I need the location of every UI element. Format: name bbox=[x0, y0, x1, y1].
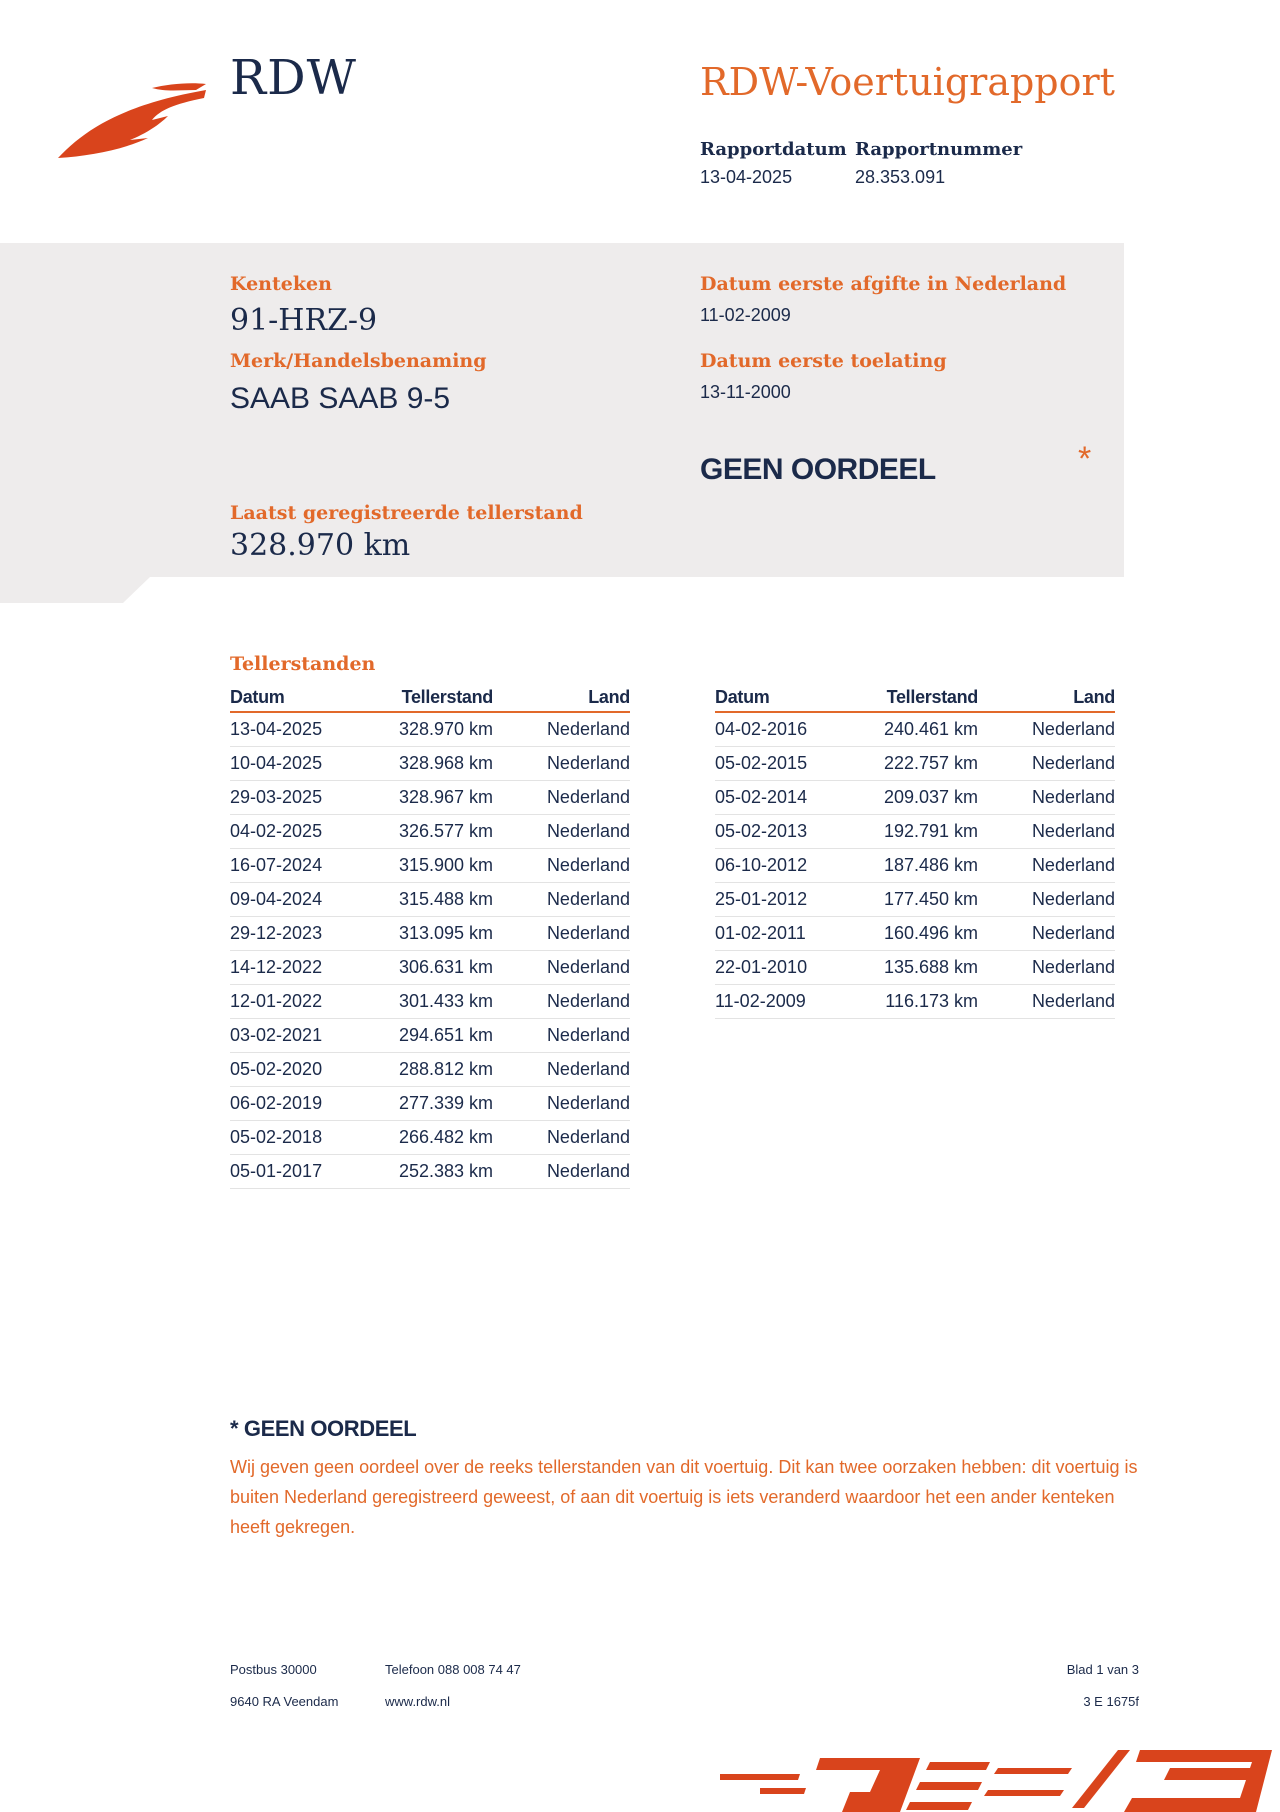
plate-label: Kenteken bbox=[230, 273, 332, 295]
reading-km: 328.968 km bbox=[360, 746, 493, 780]
table-row bbox=[715, 950, 1115, 984]
table-row bbox=[230, 712, 630, 746]
verdict: GEEN OORDEEL bbox=[700, 453, 936, 486]
table-row bbox=[715, 814, 1115, 848]
table-row bbox=[230, 950, 630, 984]
reading-date: 06-10-2012 bbox=[715, 848, 845, 882]
reading-country: Nederland bbox=[978, 746, 1115, 780]
reading-date: 11-02-2009 bbox=[715, 984, 845, 1018]
reading-km: 187.486 km bbox=[845, 848, 978, 882]
reading-date: 05-02-2020 bbox=[230, 1052, 360, 1086]
reading-date: 25-01-2012 bbox=[715, 882, 845, 916]
table-row bbox=[715, 916, 1115, 950]
reading-km: 288.812 km bbox=[360, 1052, 493, 1086]
col-header-date: Datum bbox=[230, 686, 360, 712]
reading-country: Nederland bbox=[493, 916, 630, 950]
reading-km: 328.967 km bbox=[360, 780, 493, 814]
table-row bbox=[715, 746, 1115, 780]
reading-date: 22-01-2010 bbox=[715, 950, 845, 984]
reading-km: 277.339 km bbox=[360, 1086, 493, 1120]
readings-table-left bbox=[230, 686, 630, 1189]
col-header-country: Land bbox=[493, 686, 630, 712]
col-header-country: Land bbox=[978, 686, 1115, 712]
reading-km: 160.496 km bbox=[845, 916, 978, 950]
reading-country: Nederland bbox=[493, 746, 630, 780]
footer-page: Blad 1 van 3 bbox=[1066, 1662, 1139, 1677]
table-row bbox=[230, 1052, 630, 1086]
reading-km: 315.900 km bbox=[360, 848, 493, 882]
reading-date: 01-02-2011 bbox=[715, 916, 845, 950]
reading-km: 328.970 km bbox=[360, 712, 493, 746]
verdict-marker: * bbox=[1078, 440, 1092, 478]
note-text: Wij geven geen oordeel over de reeks tellerstanden van dit voertuig. Dit kan twee oorzaken hebben: dit voertuig is buiten Nederland geregistreerd geweest, of aan dit voertuig is iets veranderd waardoor het een ander kenteken heeft gekregen. bbox=[230, 1457, 1138, 1537]
first-admission-value: 13-11-2000 bbox=[700, 382, 791, 402]
reading-country: Nederland bbox=[493, 1018, 630, 1052]
reading-km: 240.461 km bbox=[845, 712, 978, 746]
reading-date: 29-03-2025 bbox=[230, 780, 360, 814]
reading-km: 222.757 km bbox=[845, 746, 978, 780]
table-row bbox=[230, 1018, 630, 1052]
col-header-date: Datum bbox=[715, 686, 845, 712]
reading-km: 192.791 km bbox=[845, 814, 978, 848]
table-row bbox=[715, 882, 1115, 916]
table-row bbox=[230, 1086, 630, 1120]
reading-km: 301.433 km bbox=[360, 984, 493, 1018]
note-title: * GEEN OORDEEL bbox=[230, 1416, 417, 1441]
footer-address-line1: Postbus 30000 bbox=[230, 1662, 317, 1677]
table-row bbox=[230, 848, 630, 882]
reading-country: Nederland bbox=[493, 712, 630, 746]
reading-date: 10-04-2025 bbox=[230, 746, 360, 780]
rdw-logo-icon bbox=[56, 80, 216, 160]
reading-date: 16-07-2024 bbox=[230, 848, 360, 882]
last-reading-value: 328.970 km bbox=[230, 528, 411, 563]
brand-name: RDW bbox=[230, 50, 357, 106]
reading-date: 14-12-2022 bbox=[230, 950, 360, 984]
reading-km: 116.173 km bbox=[845, 984, 978, 1018]
reading-country: Nederland bbox=[978, 950, 1115, 984]
decorative-stripes-icon bbox=[720, 1740, 1280, 1812]
reading-country: Nederland bbox=[978, 916, 1115, 950]
table-row bbox=[230, 1154, 630, 1188]
reading-country: Nederland bbox=[978, 984, 1115, 1018]
reading-km: 209.037 km bbox=[845, 780, 978, 814]
reading-date: 12-01-2022 bbox=[230, 984, 360, 1018]
reading-km: 135.688 km bbox=[845, 950, 978, 984]
reading-country: Nederland bbox=[978, 814, 1115, 848]
table-row bbox=[230, 1120, 630, 1154]
report-number: 28.353.091 bbox=[855, 167, 946, 187]
last-reading-label: Laatst geregistreerde tellerstand bbox=[230, 502, 583, 524]
reading-country: Nederland bbox=[493, 1154, 630, 1188]
reading-country: Nederland bbox=[493, 1120, 630, 1154]
reading-date: 05-02-2015 bbox=[715, 746, 845, 780]
first-nl-label: Datum eerste afgifte in Nederland bbox=[700, 273, 1067, 295]
table-row bbox=[715, 984, 1115, 1018]
reading-date: 04-02-2016 bbox=[715, 712, 845, 746]
report-title: RDW-Voertuigrapport bbox=[700, 60, 1115, 104]
table-row bbox=[230, 746, 630, 780]
reading-date: 03-02-2021 bbox=[230, 1018, 360, 1052]
table-row bbox=[230, 984, 630, 1018]
reading-date: 05-02-2013 bbox=[715, 814, 845, 848]
reading-country: Nederland bbox=[493, 814, 630, 848]
footer-address-line2: 9640 RA Veendam bbox=[230, 1694, 339, 1709]
table-row bbox=[715, 780, 1115, 814]
reading-date: 13-04-2025 bbox=[230, 712, 360, 746]
table-row bbox=[715, 848, 1115, 882]
footer-phone: Telefoon 088 008 74 47 bbox=[385, 1662, 521, 1677]
reading-country: Nederland bbox=[493, 984, 630, 1018]
table-row bbox=[230, 814, 630, 848]
reading-km: 313.095 km bbox=[360, 916, 493, 950]
reading-country: Nederland bbox=[978, 712, 1115, 746]
panel-tail bbox=[0, 577, 150, 603]
footer-website[interactable]: www.rdw.nl bbox=[385, 1694, 451, 1709]
plate-value: 91-HRZ-9 bbox=[230, 303, 378, 338]
table-row bbox=[230, 916, 630, 950]
table-row bbox=[230, 780, 630, 814]
readings-title: Tellerstanden bbox=[230, 653, 376, 675]
report-number-label: Rapportnummer bbox=[855, 139, 1023, 160]
reading-date: 06-02-2019 bbox=[230, 1086, 360, 1120]
reading-country: Nederland bbox=[493, 848, 630, 882]
reading-km: 252.383 km bbox=[360, 1154, 493, 1188]
reading-country: Nederland bbox=[978, 848, 1115, 882]
reading-country: Nederland bbox=[493, 882, 630, 916]
readings-table-right bbox=[715, 686, 1115, 1019]
reading-country: Nederland bbox=[493, 950, 630, 984]
reading-km: 266.482 km bbox=[360, 1120, 493, 1154]
make-label: Merk/Handelsbenaming bbox=[230, 350, 487, 372]
reading-country: Nederland bbox=[493, 780, 630, 814]
reading-km: 306.631 km bbox=[360, 950, 493, 984]
first-admission-label: Datum eerste toelating bbox=[700, 350, 947, 372]
reading-country: Nederland bbox=[493, 1052, 630, 1086]
reading-km: 326.577 km bbox=[360, 814, 493, 848]
reading-km: 177.450 km bbox=[845, 882, 978, 916]
col-header-reading: Tellerstand bbox=[845, 686, 978, 712]
report-date-label: Rapportdatum bbox=[700, 139, 847, 160]
reading-km: 315.488 km bbox=[360, 882, 493, 916]
reading-country: Nederland bbox=[493, 1086, 630, 1120]
reading-date: 09-04-2024 bbox=[230, 882, 360, 916]
footer-code: 3 E 1675f bbox=[1083, 1694, 1139, 1709]
reading-date: 05-01-2017 bbox=[230, 1154, 360, 1188]
reading-date: 05-02-2014 bbox=[715, 780, 845, 814]
reading-km: 294.651 km bbox=[360, 1018, 493, 1052]
reading-date: 04-02-2025 bbox=[230, 814, 360, 848]
report-date: 13-04-2025 bbox=[700, 167, 793, 187]
make-value: SAAB SAAB 9-5 bbox=[230, 382, 451, 415]
reading-country: Nederland bbox=[978, 780, 1115, 814]
reading-date: 05-02-2018 bbox=[230, 1120, 360, 1154]
reading-country: Nederland bbox=[978, 882, 1115, 916]
first-nl-value: 11-02-2009 bbox=[700, 305, 791, 325]
table-row bbox=[715, 712, 1115, 746]
reading-date: 29-12-2023 bbox=[230, 916, 360, 950]
table-row bbox=[230, 882, 630, 916]
col-header-reading: Tellerstand bbox=[360, 686, 493, 712]
